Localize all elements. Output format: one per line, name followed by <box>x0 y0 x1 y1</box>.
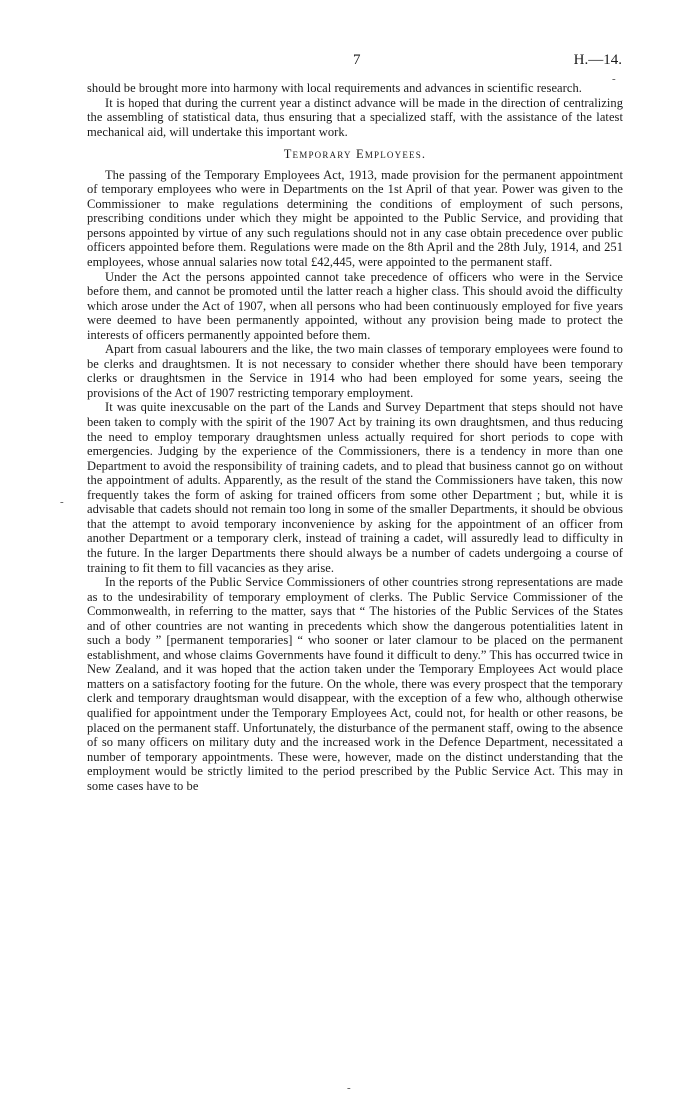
section-heading: Temporary Employees. <box>283 147 427 162</box>
paragraph-continuation: should be brought more into harmony with local requirements and advances in scientific research. <box>87 81 582 95</box>
margin-mark-left: - <box>60 496 64 508</box>
paragraph-precedence: Under the Act the persons appointed cannot take precedence of officers who were in the Service before them, and cannot be promoted until the latter reach a higher class. This should avoid the difficulty which arose under the Act of 1907, when all persons who had been continuously employed for five years were deemed to have been permanently appointed, without any provision being made to protect the interests of officers permanently appointed before them. <box>87 269 623 342</box>
page-header <box>0 52 700 72</box>
paragraph-other-countries: In the reports of the Public Service Commissioners of other countries strong representations are made as to the undesirability of temporary employment of clerks. The Public Service Commissioner of the Commonwealth, in referring to the matter, says that “ The histories of the Public Services of the States and of other countries are not wanting in precedents which show the dangerous potentialities latent in such a body ” [permanent temporaries] “ who sooner or later clamour to be placed on the permanent establishment, and whose claims Governments have found it difficult to deny.” This has occurred twice in New Zealand, and it was hoped that the action taken under the Temporary Employees Act would place matters on a satisfactory footing for the future. On the whole, there was every prospect that the temporary clerk and temporary draughtsman would disappear, with the exception of a few who, although otherwise qualified for appointment under the Temporary Employees Act, could not, for health or other reasons, be placed on the permanent staff. Unfortunately, the disturbance of the permanent staff, owing to the absence of so many officers on military duty and the increased work in the Defence Department, necessitated a number of temporary appointments. These were, however, made on the distinct understanding that the employment would be strictly limited to the period prescribed by the Public Service Act. This may in some cases have to be <box>87 575 623 793</box>
margin-mark-top: - <box>612 73 616 85</box>
paragraph-act-1913: The passing of the Temporary Employees Act, 1913, made provision for the permanent appointment of temporary employees who were in Departments on the 1st April of that year. Power was given to the Commissioner to make regulations determining the conditions of employment of such persons, prescribing conditions under which they might be appointed to the Public Service, and providing that persons appointed by virtue of any such regulations should not in any case obtain precedence over public officers appointed before them. Regulations were made on the 8th April and the 28th July, 1914, and 251 employees, whose annual salaries now total £42,445, were appointed to the permanent staff. <box>87 167 623 270</box>
document-reference: H.—14. <box>573 52 622 68</box>
paragraph-lands-survey: It was quite inexcusable on the part of the Lands and Survey Department that steps should not have been taken to comply with the spirit of the 1907 Act by training its own draughtsmen, and thus reducing the need to employ temporary draughtsmen unless actually required for short periods to cope with emergencies. Judging by the experience of the Commissioners, there is a tendency in more than one Department to avoid the responsibility of training cadets, and to plead that business cannot go on without the appointment of adults. Apparently, as the result of the stand the Commissioners have taken, this now frequently takes the form of asking for trained officers from some other Department ; but, while it is advisable that cadets should not remain too long in some of the smaller Departments, it should be obvious that the attempt to avoid temporary inconvenience by asking for the appointment of an officer from another Department or a temporary clerk, instead of training a cadet, will assuredly lead to difficulty in the future. In the larger Departments there should always be a number of cadets undergoing a course of training to fit them to fill vacancies as they arise. <box>87 400 623 575</box>
page-number: 7 <box>353 52 361 68</box>
paragraph-centralizing: It is hoped that during the current year a distinct advance will be made in the direction of centralizing the assembling of statistical data, thus ensuring that a specialized staff, with the assistance of the latest mechanical aid, will undertake this important work. <box>87 95 623 139</box>
margin-mark-bottom: - <box>347 1082 351 1094</box>
paragraph-main-classes: Apart from casual labourers and the like, the two main classes of temporary employees were found to be clerks and draughtsmen. It is not necessary to consider whether there should have been temporary clerks or draughtsmen in the Service in 1914 who had been employed for some years, seeing the provisions of the Act of 1907 restricting temporary employment. <box>87 342 623 400</box>
body-text <box>87 81 623 793</box>
